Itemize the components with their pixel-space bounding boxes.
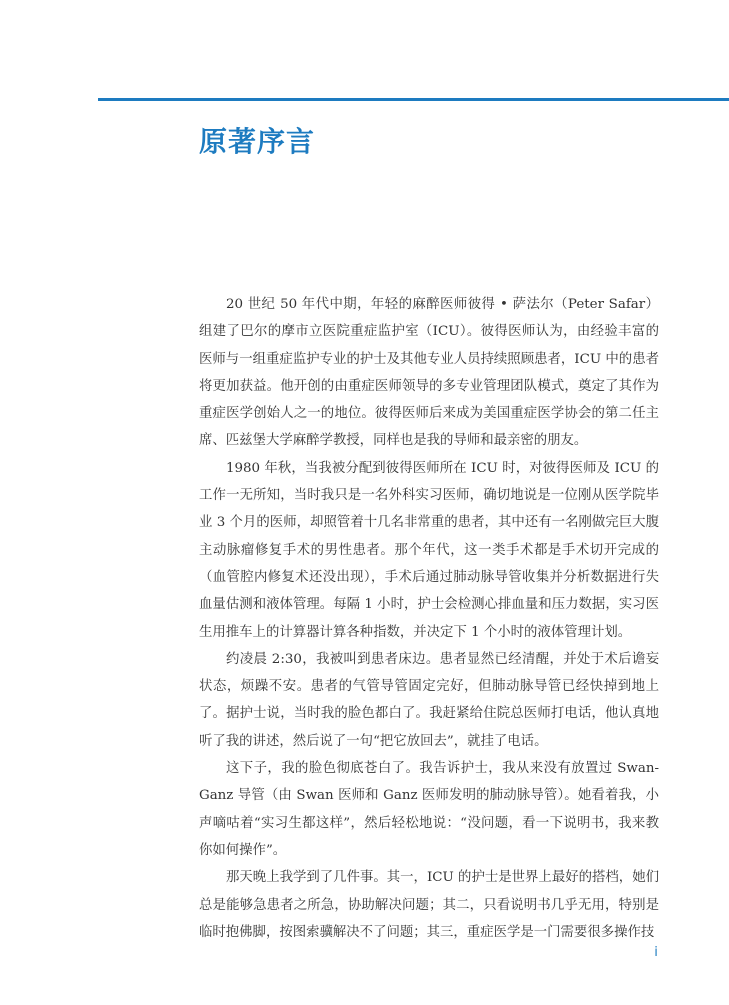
paragraph: 1980 年秋，当我被分配到彼得医师所在 ICU 时，对彼得医师及 ICU 的工作一无所知，当时我只是一名外科实习医师，确切地说是一位刚从医学院毕业 3 个月的医师，却照管着十几名非常重的患者，其中还有一名刚做完巨大腹主动脉瘤修复手术的男性患者。那个年代，这一类手术都是手术切开完成的（血管腔内修复术还没出现），手术后通过肺动脉导管收集并分析数据进行失血量估测和液体管理。每隔 1 小时，护士会检测心排血量和压力数据，实习医生用推车上的计算器计算各种指数，并决定下 1 个小时的液体管理计划。 [199,460,659,640]
body-text [199,291,659,946]
page-title: 原著序言 [199,125,316,158]
page-number: i [654,945,658,960]
paragraph: 20 世纪 50 年代中期，年轻的麻醉医师彼得 • 萨法尔（Peter Safar）组建了巴尔的摩市立医院重症监护室（ICU）。彼得医师认为，由经验丰富的医师与一组重症监护专业的护士及其他专业人员持续照顾患者，ICU 中的患者将更加获益。他开创的由重症医师领导的多专业管理团队模式，奠定了其作为重症医学创始人之一的地位。彼得医师后来成为美国重症医学协会的第二任主席、匹兹堡大学麻醉学教授，同样也是我的导师和最亲密的朋友。 [199,297,659,449]
header-rule [98,98,729,101]
paragraph: 约凌晨 2:30，我被叫到患者床边。患者显然已经清醒，并处于术后谵妄状态，烦躁不安。患者的气管导管固定完好，但肺动脉导管已经快掉到地上了。据护士说，当时我的脸色都白了。我赶紧给住院总医师打电话，他认真地听了我的讲述，然后说了一句“把它放回去”，就挂了电话。 [199,651,659,749]
paragraph: 这下子，我的脸色彻底苍白了。我告诉护士，我从来没有放置过 Swan-Ganz 导管（由 Swan 医师和 Ganz 医师发明的肺动脉导管）。她看着我，小声嘀咕着“实习生都这样”，然后轻松地说：“没问题，看一下说明书，我来教你如何操作”。 [199,761,659,858]
paragraph: 那天晚上我学到了几件事。其一，ICU 的护士是世界上最好的搭档，她们总是能够急患者之所急，协助解决问题；其二，只看说明书几乎无用，特别是临时抱佛脚，按图索骥解决不了问题；其三，重症医学是一门需要很多操作技 [199,870,659,940]
